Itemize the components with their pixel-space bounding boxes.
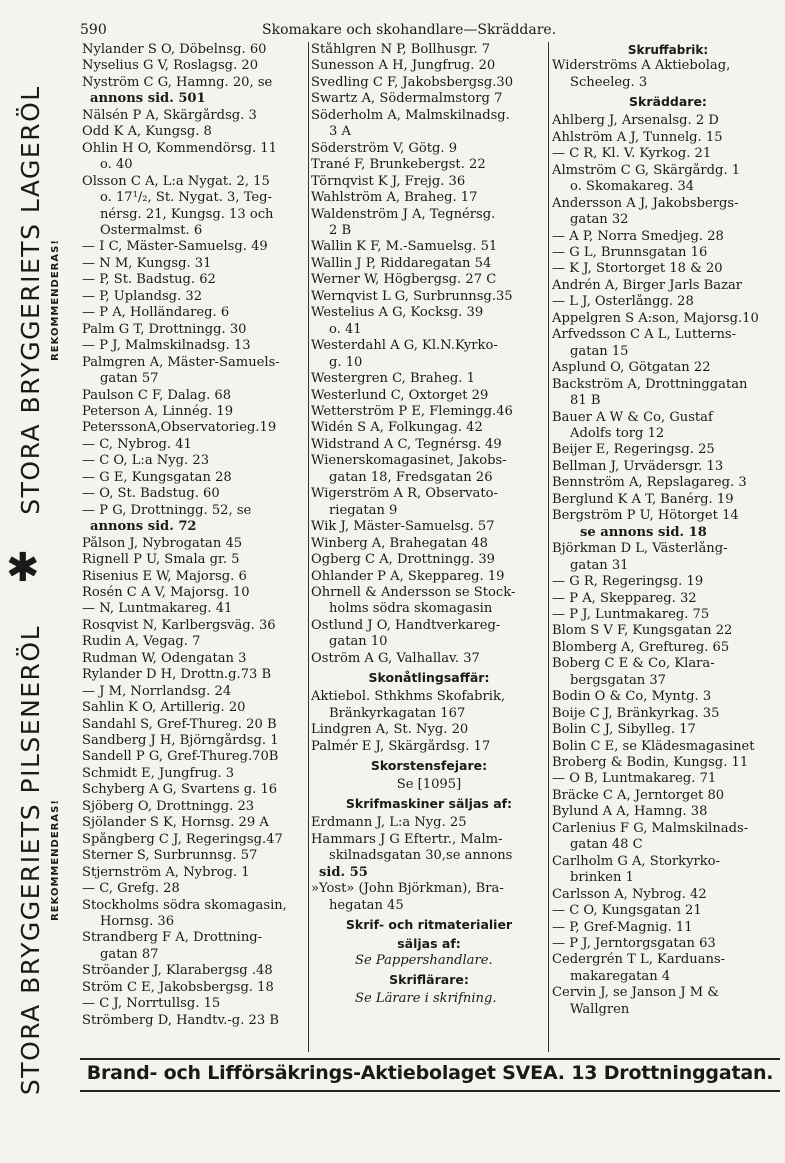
column-3 [552, 42, 784, 1018]
column-1 [82, 42, 308, 1029]
directory-entry: Widstrand A C, Tegnérsg. 49 [311, 436, 502, 452]
directory-entry: Widerströms A Aktiebolag, [552, 58, 731, 74]
directory-entry: Odd K A, Kungsg. 8 [82, 124, 212, 140]
directory-entry: — P J, Jerntorgsgatan 63 [552, 936, 716, 952]
directory-entry: — P A, Holländareg. 6 [82, 305, 230, 321]
directory-entry: Stockholms södra skomagasin, [82, 897, 287, 913]
directory-entry: Palm G T, Drottningg. 30 [82, 321, 247, 337]
directory-entry: — C O, L:a Nyg. 23 [82, 453, 210, 469]
directory-entry: Bergström P U, Hötorget 14 [552, 508, 739, 524]
directory-entry: Winberg A, Brahegatan 48 [311, 535, 488, 551]
directory-entry: Sterner S, Surbrunnsg. 57 [82, 848, 258, 864]
directory-entry: — P G, Drottningg. 52, se [82, 502, 252, 518]
directory-entry: Sunesson A H, Jungfrug. 20 [311, 58, 496, 74]
directory-entry: Palmér E J, Skärgårdsg. 17 [311, 738, 491, 754]
directory-entry: o. 41 [329, 321, 362, 337]
side-ad-tagline: REKOMMENDERAS! [50, 799, 61, 921]
directory-entry: Beijer E, Regeringsg. 25 [552, 442, 715, 458]
directory-entry: Boberg C E & Co, Klara- [552, 656, 715, 672]
directory-entry: Berglund K A T, Banérg. 19 [552, 491, 734, 507]
directory-entry: Werner W, Högbergsg. 27 C [311, 272, 497, 288]
directory-entry: Spångberg C J, Regeringsg.47 [82, 831, 283, 847]
directory-entry: gatan 32 [570, 212, 629, 228]
bottom-ad-rule [80, 1058, 780, 1060]
column-divider [548, 42, 549, 1052]
directory-entry: g. 10 [329, 354, 363, 370]
directory-entry: riegatan 9 [329, 502, 398, 518]
directory-entry: — N, Luntmakareg. 41 [82, 601, 233, 617]
directory-entry: brinken 1 [570, 870, 634, 886]
directory-entry: Bräcke C A, Jerntorget 80 [552, 787, 725, 803]
directory-entry: Broberg & Bodin, Kungsg. 11 [552, 755, 749, 771]
directory-entry: Wahlström A, Braheg. 17 [311, 190, 478, 206]
directory-entry: »Yost» (John Björkman), Bra- [311, 881, 504, 897]
bottom-ad-rule [80, 1090, 780, 1092]
directory-entry: Ögberg C A, Drottningg. 39 [311, 552, 495, 568]
directory-entry: Swartz A, Södermalmstorg 7 [311, 91, 503, 107]
directory-entry: Palmgren A, Mäster-Samuels- [82, 354, 280, 370]
directory-entry: — J M, Norrlandsg. 24 [82, 683, 232, 699]
directory-entry: Pålson J, Nybrogatan 45 [82, 535, 243, 551]
directory-entry: Appelgren S A:son, Majorsg.10 [552, 310, 759, 326]
directory-entry: Carlenius F G, Malmskilnads- [552, 820, 749, 836]
directory-entry: Adolfs torg 12 [570, 425, 665, 441]
side-ad-tagline: REKOMMENDERAS! [50, 239, 61, 361]
directory-entry: Bodin O & Co, Myntg. 3 [552, 689, 712, 705]
side-ad-brand: STORA BRYGGERIETS PILSENERÖL [16, 624, 45, 1096]
directory-entry: Westerlund C, Oxtorget 29 [311, 387, 489, 403]
annons-reference: sid. 55 [319, 864, 368, 880]
directory-entry: Andersson A J, Jakobsbergs- [552, 195, 739, 211]
page-number: 590 [80, 22, 107, 38]
directory-entry: Carlsson A, Nybrog. 42 [552, 886, 707, 902]
directory-entry: Stjernström A, Nybrog. 1 [82, 864, 250, 880]
directory-entry: Söderholm A, Malmskilnadsg. [311, 107, 510, 123]
directory-entry: — P, St. Badstug. 62 [82, 272, 216, 288]
directory-entry: Strömberg D, Handtv.-g. 23 B [82, 1012, 279, 1028]
directory-entry: Wik J, Mäster-Samuelsg. 57 [311, 519, 495, 535]
directory-entry: Nylander S O, Döbelnsg. 60 [82, 42, 267, 57]
directory-entry: Risenius E W, Majorsg. 6 [82, 568, 247, 584]
directory-entry: hegatan 45 [329, 897, 404, 913]
side-ad-brand: STORA BRYGGERIETS LAGERÖL [16, 85, 45, 515]
directory-entry: — A P, Norra Smedjeg. 28 [552, 228, 724, 244]
directory-entry: Widén S A, Folkungag. 42 [311, 420, 483, 436]
directory-entry: Trané F, Brunkebergst. 22 [311, 157, 486, 173]
directory-entry: Bauer A W & Co, Gustaf [552, 409, 713, 425]
directory-entry: Lindgren A, St. Nyg. 20 [311, 722, 469, 738]
section-heading-skruffabrik: Skruffabrik: [627, 43, 709, 57]
directory-entry: Arfvedsson C A L, Lutterns- [552, 327, 737, 343]
directory-entry: Rudman W, Ödengatan 3 [82, 650, 247, 666]
directory-entry: — C, Nybrog. 41 [82, 436, 192, 452]
directory-entry: — P J, Malmskilnadsg. 13 [82, 338, 251, 354]
directory-entry: Wallin J P, Riddaregatan 54 [311, 255, 492, 271]
directory-entry: Andrén A, Birger Jarls Bazar [552, 277, 743, 293]
column-2 [311, 42, 547, 1008]
directory-entry: Nyselius G V, Roslagsg. 20 [82, 58, 259, 74]
directory-entry: Ström C E, Jakobsbergsg. 18 [82, 979, 274, 995]
directory-entry: o. Skomakareg. 34 [570, 179, 695, 195]
directory-entry: bergsgatan 37 [570, 672, 667, 688]
directory-entry: 81 B [570, 393, 601, 409]
annons-reference: annons sid. 72 [90, 519, 197, 535]
directory-entry: Boije C J, Bränkyrkag. 35 [552, 705, 720, 721]
section-heading-skriflarare: Skriflärare: [389, 972, 469, 988]
directory-entry: Rudin A, Vegag. 7 [82, 634, 201, 650]
directory-entry: — G L, Brunnsgatan 16 [552, 244, 708, 260]
directory-entry: Schyberg A G, Svartens g. 16 [82, 782, 278, 798]
directory-entry: makaregatan 4 [570, 968, 671, 984]
directory-entry: — P, Gref-Magnig. 11 [552, 919, 693, 935]
column-divider [308, 42, 309, 1052]
directory-entry: Hornsg. 36 [100, 914, 175, 930]
directory-entry: gatan 57 [100, 371, 159, 387]
directory-entry: Wallgren [570, 1001, 630, 1017]
directory-entry: Paulson C F, Dalag. 68 [82, 387, 232, 403]
directory-entry: Hammars J G Eftertr., Malm- [311, 831, 503, 847]
directory-entry: nérsg. 21, Kungsg. 13 och [100, 206, 274, 222]
side-advertisement-pilsenerol [2, 600, 80, 1120]
directory-entry: Sandberg J H, Björngårdsg. 1 [82, 733, 279, 749]
directory-entry: Ströander J, Klarabergsg .48 [82, 963, 273, 979]
directory-entry: Ståhlgren N P, Bollhusgr. 7 [311, 42, 491, 57]
directory-entry: Cervin J, se Janson J M & [552, 985, 719, 1001]
directory-entry: Bellman J, Urvädersgr. 13 [552, 458, 724, 474]
directory-entry: — P J, Luntmakareg. 75 [552, 606, 710, 622]
directory-entry: Wernqvist L G, Surbrunnsg.35 [311, 288, 513, 304]
directory-entry: Olsson C A, L:a Nygat. 2, 15 [82, 173, 270, 189]
directory-entry: Blomberg A, Greftureg. 65 [552, 639, 730, 655]
bottom-advertisement: Brand- och Lifförsäkrings-Aktiebolaget SVEA. 13 Drottninggatan. [86, 1062, 774, 1084]
directory-entry: — P, Uplandsg. 32 [82, 288, 203, 304]
directory-entry: — O, St. Badstug. 60 [82, 486, 220, 502]
star-icon: ✱ [6, 545, 40, 591]
directory-entry: o. 17¹/₂, St. Nygat. 3, Teg- [100, 190, 272, 206]
directory-entry: Rignell P U, Smala gr. 5 [82, 552, 240, 568]
directory-entry: Törnqvist K J, Frejg. 36 [311, 173, 466, 189]
directory-entry: gatan 87 [100, 946, 159, 962]
directory-entry: Östlund J O, Handtverkareg- [311, 617, 501, 633]
directory-entry: Bolin C E, se Klädesmagasinet [552, 738, 755, 754]
directory-entry: Backström A, Drottninggatan [552, 376, 748, 392]
directory-entry: PeterssonA,Observatorieg.19 [82, 420, 277, 436]
directory-entry: holms södra skomagasin [329, 601, 493, 617]
directory-entry: — N M, Kungsg. 31 [82, 255, 212, 271]
directory-entry: Westelius A G, Kocksg. 39 [311, 305, 484, 321]
directory-entry: Wienerskomagasinet, Jakobs- [311, 453, 507, 469]
directory-entry: Carlholm G A, Storkyrko- [552, 853, 720, 869]
directory-entry: Aktiebol. Sthkhms Skofabrik, [311, 689, 506, 705]
directory-entry: Öhrnell & Andersson se Stock- [311, 584, 516, 600]
directory-entry: Sandell P G, Gref-Thureg.70B [82, 749, 279, 765]
directory-entry: Östermalmst. 6 [100, 222, 203, 238]
directory-entry: o. 40 [100, 157, 133, 173]
directory-entry: Sjölander S K, Hornsg. 29 A [82, 815, 269, 831]
directory-entry: — I C, Mäster-Samuelsg. 49 [82, 239, 268, 255]
directory-entry: skilnadsgatan 30,se annons [329, 848, 513, 864]
section-heading-skorstensfejare: Skorstensfejare: [370, 758, 488, 774]
annons-reference: se annons sid. 18 [580, 524, 707, 540]
directory-entry: Nälsén P A, Skärgårdsg. 3 [82, 107, 257, 123]
directory-entry: Westergren C, Braheg. 1 [311, 371, 475, 387]
directory-entry: — G E, Kungsgatan 28 [82, 469, 232, 485]
directory-entry: Schmidt E, Jungfrug. 3 [82, 765, 235, 781]
directory-entry: Bennström A, Repslagareg. 3 [552, 475, 747, 491]
directory-entry: Ahlström A J, Tunnelg. 15 [552, 129, 723, 145]
section-heading-ritmaterialier: Skrif- och ritmaterialier [345, 917, 513, 933]
directory-entry: Westerdahl A G, Kl.N.Kyrko- [311, 338, 498, 354]
directory-entry: gatan 18, Fredsgatan 26 [329, 469, 493, 485]
directory-entry: — C O, Kungsgatan 21 [552, 903, 702, 919]
directory-entry: Björkman D L, Västerlång- [552, 541, 728, 557]
directory-entry: Asplund O, Götgatan 22 [552, 360, 711, 376]
annons-reference: annons sid. 501 [90, 91, 206, 107]
directory-entry: Öhlander P A, Skeppareg. 19 [311, 568, 505, 584]
directory-entry: Wallin K F, M.-Samuelsg. 51 [311, 239, 498, 255]
directory-entry: Cedergrén T L, Karduans- [552, 952, 726, 968]
running-head: Skomakare och skohandlare—Skräddare. [262, 22, 557, 38]
directory-entry: Scheeleg. 3 [570, 74, 648, 90]
directory-entry: gatan 10 [329, 634, 388, 650]
directory-entry: 3 A [329, 124, 351, 140]
directory-entry: 2 B [329, 222, 352, 238]
directory-entry: Peterson A, Linnég. 19 [82, 403, 234, 419]
directory-entry: Nyström C G, Hamng. 20, se [82, 74, 273, 90]
directory-entry: — C R, Kl. V. Kyrkog. 21 [552, 146, 712, 162]
directory-entry: gatan 31 [570, 557, 629, 573]
directory-entry: Wigerström A R, Observato- [311, 486, 498, 502]
directory-entry: Sahlin K O, Artillerig. 20 [82, 700, 246, 716]
directory-entry: — O B, Luntmakareg. 71 [552, 771, 717, 787]
side-advertisement-lagerol [2, 40, 80, 560]
directory-entry: gatan 15 [570, 343, 629, 359]
directory-entry: — C J, Norrtullsg. 15 [82, 996, 221, 1012]
directory-entry: Öström A G, Valhallav. 37 [311, 650, 480, 666]
directory-entry: Erdmann J, L:a Nyg. 25 [311, 815, 467, 831]
section-heading-skraddare: Skräddare: [629, 94, 707, 110]
directory-entry: Svedling C F, Jakobsbergsg.30 [311, 74, 514, 90]
section-heading-skonatlingsaffar: Skonåtlingsaffär: [368, 670, 490, 686]
directory-entry: — K J, Stortorget 18 & 20 [552, 261, 723, 277]
cross-reference: Se [1095] [396, 777, 462, 793]
directory-entry: Ohlin H O, Kommendörsg. 11 [82, 140, 277, 156]
directory-entry: — L J, Österlångg. 28 [552, 294, 694, 310]
directory-entry: — P A, Skeppareg. 32 [552, 590, 697, 606]
directory-entry: Blom S V F, Kungsgatan 22 [552, 623, 733, 639]
directory-entry: Ahlberg J, Arsenalsg. 2 D [552, 113, 719, 129]
directory-entry: Rosqvist N, Karlbergsväg. 36 [82, 617, 276, 633]
section-heading-ritmaterialier-sub: säljas af: [397, 936, 461, 952]
directory-entry: Bolin C J, Sibylleg. 17 [552, 722, 696, 738]
section-heading-skrifmaskiner: Skrifmaskiner säljas af: [345, 796, 513, 812]
directory-entry: Bylund A A, Hamng. 38 [552, 804, 708, 820]
directory-entry: — C, Grefg. 28 [82, 881, 180, 897]
directory-entry: gatan 48 C [570, 837, 643, 853]
cross-reference: Se Lärare i skrifning. [355, 991, 497, 1007]
directory-entry: Waldenström J A, Tegnérsg. [311, 206, 496, 222]
directory-entry: Rylander D H, Drottn.g.73 B [82, 667, 272, 683]
cross-reference: Se Pappershandlare. [355, 952, 493, 968]
directory-entry: Rosén C A V, Majorsg. 10 [82, 584, 250, 600]
directory-entry: Söderström V, Götg. 9 [311, 140, 458, 156]
directory-entry: Sandahl S, Gref-Thureg. 20 B [82, 716, 277, 732]
directory-entry: Wetterström P E, Flemingg.46 [311, 403, 513, 419]
directory-entry: — G R, Regeringsg. 19 [552, 574, 704, 590]
directory-entry: Sjöberg O, Drottningg. 23 [82, 798, 255, 814]
directory-entry: Strandberg F A, Drottning- [82, 930, 263, 946]
directory-entry: Bränkyrkagatan 167 [329, 705, 466, 721]
directory-entry: Almström C G, Skärgårdg. 1 [552, 162, 741, 178]
